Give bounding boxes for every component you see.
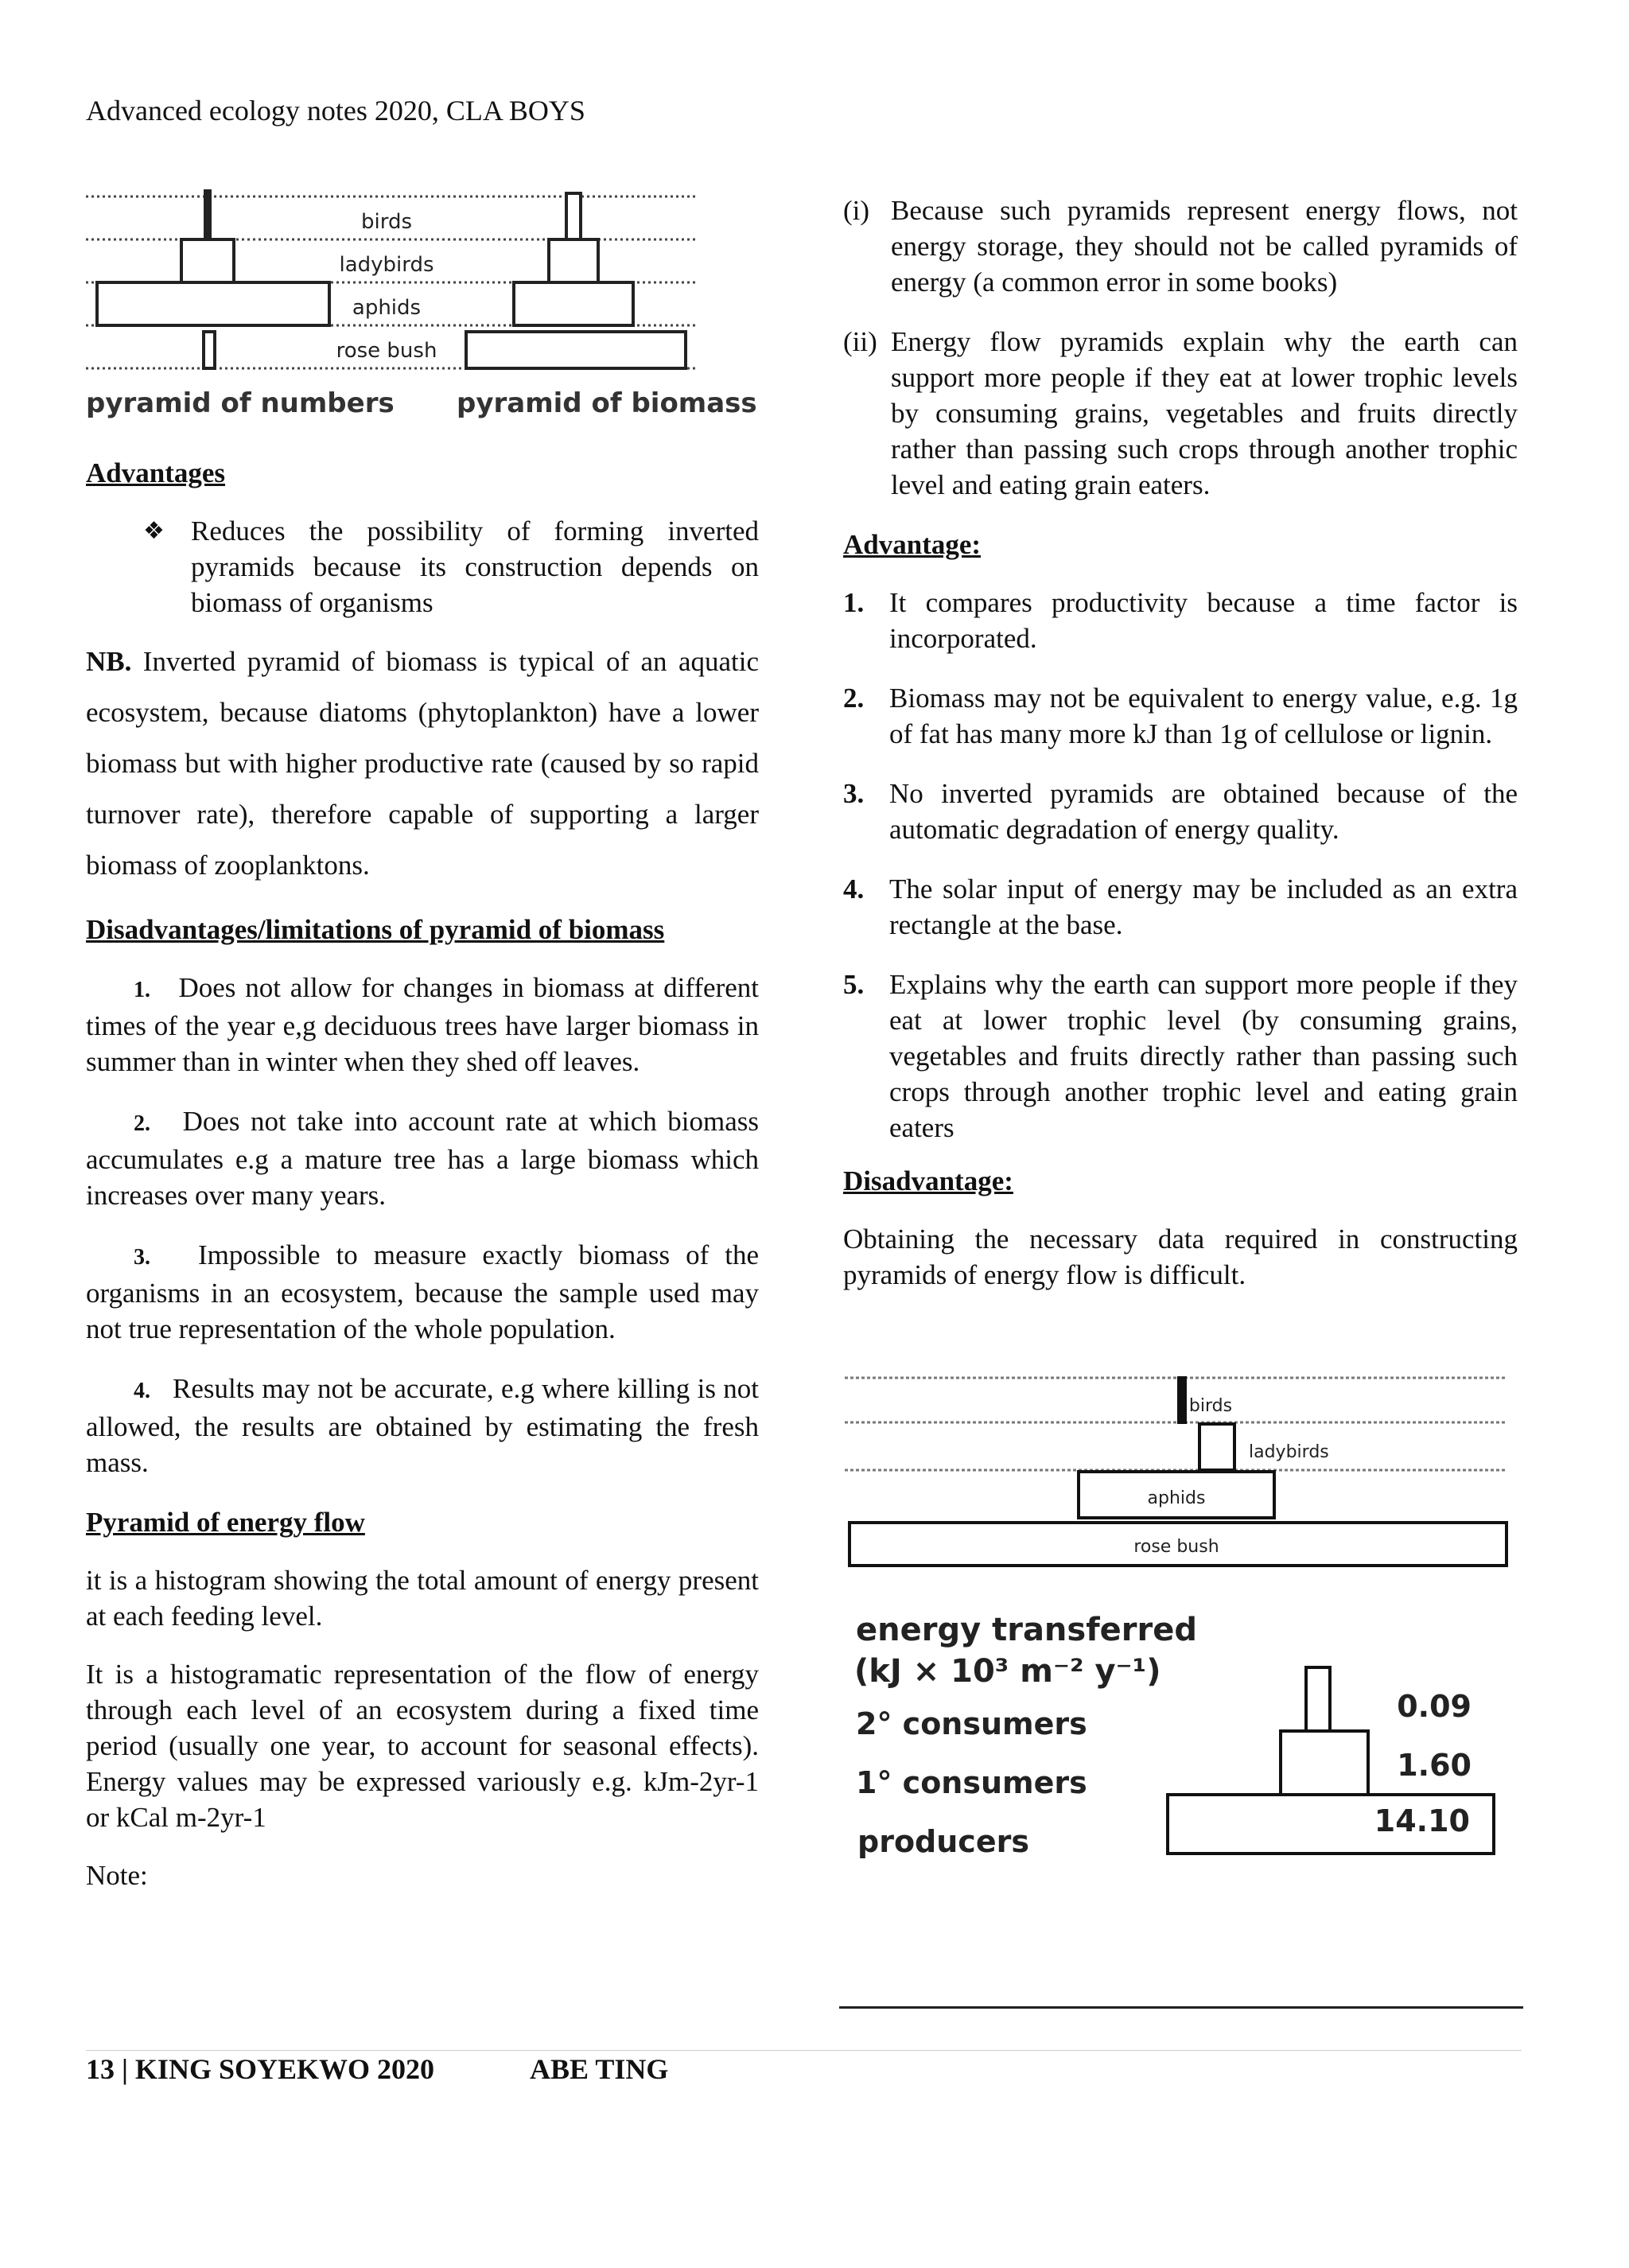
label-ladybirds: ladybirds: [339, 253, 434, 277]
advantages-heading: Advantages: [86, 457, 226, 488]
disadv-item-4-text: Results may not be accurate, e.g where killing is not allowed, the results are obtained by estimating the fresh mass.: [86, 1373, 760, 1478]
advantage-item-1-number: 1.: [843, 587, 865, 618]
advantage-item-4-number: 4.: [843, 873, 865, 904]
energy-value-producers: 14.10: [1374, 1803, 1470, 1838]
page-footer: [86, 2052, 668, 2086]
advantage-list: [843, 585, 1518, 1146]
disadv-item-1-number: 1.: [134, 978, 150, 1002]
energy-title-line2: (kJ × 10³ m⁻² y⁻¹): [854, 1653, 1161, 1690]
biomass-birds-bar: [566, 193, 581, 239]
energy-label-rose-bush: rose bush: [1133, 1537, 1219, 1557]
roman-item-1: [843, 193, 1518, 300]
advantage-item-1: [843, 585, 1518, 656]
disadv-item-2-text: Does not take into account rate at which biomass accumulates e.g a mature tree has a large biomass which increases over many years.: [86, 1106, 760, 1211]
roman-item-2-text: Energy flow pyramids explain why the earth can support more people if they eat at lower trophic levels by consuming grains, vegetables and fruits directly rather than passing such crops through another trophic level and eating grain eaters.: [891, 326, 1518, 500]
advantage-item-3-text: No inverted pyramids are obtained because of the automatic degradation of energy quality.: [889, 778, 1518, 845]
energy-title-line1: energy transferred: [856, 1612, 1197, 1648]
roman-item-1-text: Because such pyramids represent energy flows, not energy storage, they should not be called pyramids of energy (a common error in some books): [891, 195, 1518, 298]
energy-primary-bar: [1281, 1731, 1368, 1795]
disadv-item-3: [86, 1237, 759, 1347]
numbers-rosebush-bar: [204, 332, 215, 368]
advantage-item-3: [843, 776, 1518, 847]
numbers-birds-bar: [205, 191, 210, 239]
energy-label-birds: birds: [1188, 1396, 1233, 1416]
energy-value-primary: 1.60: [1397, 1748, 1472, 1783]
advantage-item-1-text: It compares productivity because a time factor is incorporated.: [889, 587, 1518, 654]
advantage-item-5-text: Explains why the earth can support more people if they eat at lower trophic level (by consuming grains, vegetables and fruits directly rather than passing such crops through another trophic level and eating grain eaters: [889, 969, 1518, 1143]
advantage-item-4: [843, 871, 1518, 943]
biomass-ladybirds-bar: [549, 239, 598, 282]
energy-paragraph-2: It is a histogramatic representation of the flow of energy through each level of an ecosystem during a fixed time period (usually one year, to account for seasonal effects). Energy values may be expressed variously e.g. kJm-2yr-1 or kCal m-2yr-1: [86, 1659, 759, 1833]
diamond-bullet-icon: ❖: [143, 517, 165, 545]
disadv-item-4: [86, 1371, 759, 1480]
footer-rule: [839, 2006, 1523, 2009]
label-rose-bush: rose bush: [336, 339, 437, 363]
roman-item-1-number: (i): [843, 195, 870, 226]
energy-row-label-secondary: 2° consumers: [856, 1706, 1087, 1741]
advantage-item-5-number: 5.: [843, 969, 865, 1000]
nb-paragraph: [86, 636, 759, 891]
disadvantage-text: Obtaining the necessary data required in constructing pyramids of energy flow is difficult.: [843, 1223, 1518, 1290]
footer-author: ABE TING: [529, 2053, 669, 2085]
energy-transferred-figure: [845, 1599, 1513, 1901]
numbers-ladybirds-bar: [181, 239, 234, 282]
page-header: Advanced ecology notes 2020, CLA BOYS: [86, 95, 585, 126]
disadvantages-heading: Disadvantages/limitations of pyramid of biomass: [86, 914, 665, 945]
energy-row-label-producers: producers: [857, 1824, 1029, 1859]
energy-flow-heading: Pyramid of energy flow: [86, 1507, 365, 1538]
note-label: Note:: [86, 1860, 148, 1891]
energy-row-label-primary: 1° consumers: [856, 1765, 1087, 1800]
roman-item-2-number: (ii): [843, 326, 877, 357]
disadv-item-2-number: 2.: [134, 1111, 150, 1136]
energy-label-ladybirds: ladybirds: [1249, 1442, 1329, 1462]
energy-paragraph-1: it is a histogram showing the total amount of energy present at each feeding level.: [86, 1565, 759, 1632]
roman-item-2: [843, 324, 1518, 503]
nb-text: Inverted pyramid of biomass is typical of an aquatic ecosystem, because diatoms (phytoplankton) have a lower biomass but with higher productive rate (caused by so rapid turnover rate), therefore capable of supporting a larger biomass of zooplanktons.: [86, 646, 760, 881]
disadv-item-1: [86, 970, 759, 1080]
disadvantage-heading: Disadvantage:: [843, 1165, 1013, 1196]
advantage-item-2: [843, 680, 1518, 752]
energy-secondary-bar: [1306, 1667, 1330, 1731]
disadv-item-3-number: 3.: [134, 1245, 150, 1270]
disadv-item-1-text: Does not allow for changes in biomass at different times of the year e,g deciduous trees have larger biomass in summer than in winter when they shed off leaves.: [86, 972, 759, 1077]
advantage-item-3-number: 3.: [843, 778, 865, 809]
left-column: [86, 455, 759, 1893]
advantage-item-2-number: 2.: [843, 683, 865, 714]
roman-list: [843, 193, 1518, 503]
biomass-aphids-bar: [514, 282, 633, 325]
right-column: [843, 193, 1518, 1293]
energy-value-secondary: 0.09: [1397, 1689, 1472, 1724]
advantage-bullet-item: [86, 513, 759, 620]
footer-divider: [86, 2050, 1522, 2051]
disadv-item-4-number: 4.: [134, 1379, 150, 1403]
energy-levels-figure: [845, 1360, 1513, 1583]
label-aphids: aphids: [352, 296, 422, 320]
biomass-rosebush-bar: [466, 332, 686, 368]
disadv-item-2: [86, 1103, 759, 1213]
numbers-aphids-bar: [97, 282, 329, 325]
nb-label: NB.: [86, 646, 132, 677]
caption-pyramid-of-biomass: pyramid of biomass: [457, 387, 757, 419]
advantage-item-2-text: Biomass may not be equivalent to energy value, e.g. 1g of fat has many more kJ than 1g of cellulose or lignin.: [889, 683, 1518, 749]
advantage-item-5: [843, 967, 1518, 1146]
footer-page: 13 | KING SOYEKWO 2020: [86, 2053, 434, 2085]
label-birds: birds: [360, 210, 413, 234]
energy-ladybirds-bar: [1199, 1424, 1234, 1470]
advantage-bullet-text: Reduces the possibility of forming inverted pyramids because its construction depends on biomass of organisms: [191, 515, 759, 618]
pyramid-numbers-biomass-figure: [86, 187, 757, 434]
energy-birds-bar: [1179, 1378, 1185, 1422]
advantage-heading: Advantage:: [843, 529, 982, 560]
advantage-item-4-text: The solar input of energy may be included as an extra rectangle at the base.: [889, 873, 1518, 940]
caption-pyramid-of-numbers: pyramid of numbers: [86, 387, 395, 419]
disadv-item-3-text: Impossible to measure exactly biomass of the organisms in an ecosystem, because the sample used may not true representation of the whole population.: [86, 1239, 760, 1344]
energy-label-aphids: aphids: [1147, 1488, 1206, 1508]
